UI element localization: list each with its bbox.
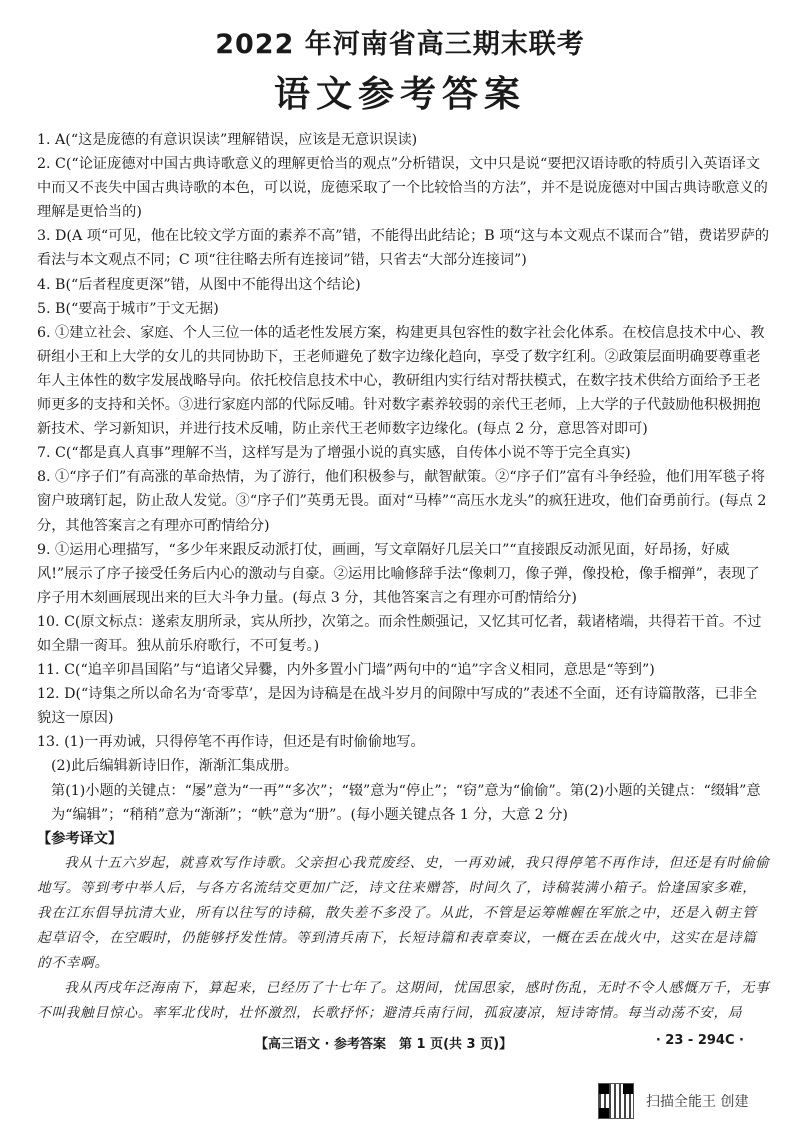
footer-code: · 23 - 294C · <box>655 1033 744 1048</box>
answer-item-12: 12. D(“诗集之所以命名为‘奇零草’，是因为诗稿是在战斗岁月的间隙中写成的”表述不全面，还有诗篇散落，已非全貌这一原因) <box>37 686 758 727</box>
answer-item-10: 10. C(原文标点：遂索友朋所录，宾从所抄，次第之。而余性颇强记，又忆其可忆者，载诸楮端，共得若干首。不过如全鼎一脔耳。独从前乐府歌行，不可复考。) <box>37 613 762 654</box>
answer-13-keypoints: 第(1)小题的关键点：“屡”意为“一再”“多次”；“辍”意为“停止”；“窃”意为“偷偷”。第(2)小题的关键点：“缀辑”意为“编辑”；“稍稍”意为“渐渐”；“帙”意为“册”。(每小题关键点各 1 分，大意 2 分) <box>51 782 761 823</box>
answer-item-13 <box>37 730 770 754</box>
answer-item-5: 5. B(“要高于城市”于文无据) <box>37 300 219 317</box>
answer-13-part1: (1)一再劝诫，只得停笔不再作诗，但还是有时偷偷地写。 <box>64 734 425 751</box>
answer-13-part2: (2)此后编辑新诗旧作，渐渐汇集成册。 <box>51 758 299 775</box>
scanner-watermark <box>598 1083 788 1119</box>
qr-code-icon <box>598 1083 634 1119</box>
footer-page-info: 【高三语文 · 参考答案 第 1 页(共 3 页)】 <box>255 1037 513 1052</box>
answer-item-9: 9. ①运用心理描写，“多少年来跟反动派打仗，画画，写文章隔好几层关口”“直接跟反动派见面，好昂扬，好威风!”展示了序子接受任务后内心的激动与自豪。②运用比喻修辞手法“像刺刀，像子弹，像投枪，像手榴弹”，表现了序子用木刻画展现出来的巨大斗争力量。(每点 3 分，其他答案言之有理亦可酌情给分) <box>37 541 760 606</box>
exam-title: 2022 年河南省高三期末联考 <box>215 29 585 60</box>
answer-13-label: 13. <box>37 734 60 751</box>
answer-item-3: 3. D(A 项“可见，他在比较文学方面的素养不高”错，不能得出此结论；B 项“这与本文观点不谋而合”错，费诺罗萨的看法与本文观点不同；C 项“往往略去所有连接词”错，只省去“大部分连接词”) <box>37 228 770 269</box>
answer-item-7: 7. C(“都是真人真事”理解不当，这样写是为了增强小说的真实感，自传体小说不等于完全真实) <box>37 445 631 462</box>
answer-item-2: 2. C(“论证庞德对中国古典诗歌意义的理解更恰当的观点”分析错误，文中只是说“要把汉语诗歌的特质引入英语译文中而又不丧失中国古典诗歌的本色，可以说，庞德采取了一个比较恰当的方法”，并不是说庞德对中国古典诗歌意义的理解是更恰当的) <box>37 156 768 221</box>
translation-heading: 【参考译文】 <box>37 830 123 847</box>
document-subtitle: 语文参考答案 <box>273 74 526 115</box>
answer-item-8: 8. ①“序子们”有高涨的革命热情，为了游行，他们积极参与，献智献策。②“序子们”富有斗争经验，他们用军毯子将窗户玻璃钉起，防止敌人发觉。③“序子们”英勇无畏。面对“马棒”“高压水龙头”的疯狂进攻，他们奋勇前行。(每点 2 分，其他答案言之有理亦可酌情给分) <box>37 469 767 534</box>
answer-item-1: 1. A(“这是庞德的有意识误读”理解错误，应该是无意识误读) <box>37 132 418 148</box>
page-footer <box>0 1033 800 1053</box>
translation-paragraph: 我从丙戌年泛海南下，算起来，已经历了十七年了。这期间，忧国思家，感时伤乱，无时不令人感慨万千，无事不叫我触目惊心。率军北伐时，壮怀激烈，长歌抒怀；避清兵南行间，孤寂凄凉，短诗寄情。每当动荡不安，局 <box>37 979 770 1021</box>
answer-item-11: 11. C(“追辛卯昌国陷”与“追诸父异爨，内外多置小门墙”两句中的“追”字含义相同，意思是“等到”) <box>37 662 655 679</box>
translation-paragraph: 我从十五六岁起，就喜欢写作诗歌。父亲担心我荒废经、史，一再劝诫，我只得停笔不再作诗，但还是有时偷偷地写。等到考中举人后，与各方名流结交更加广泛，诗文往来赠答，时间久了，诗稿装满小箱子。恰逢国家多难，我在江东倡导抗清大业，所有以往写的诗稿，散失差不多没了。从此，不管是运筹帷幄在军旅之中，还是入朝主管起草诏令，在空暇时，仍能够抒发性情。等到清兵南下，长短诗篇和表章奏议，一概在丢在战火中，这实在是诗篇的不幸啊。 <box>37 854 770 971</box>
answer-content <box>37 128 770 1026</box>
answer-item-6: 6. ①建立社会、家庭、个人三位一体的适老性发展方案，构建更具包容性的数字社会化体系。在校信息技术中心、教研组小王和上大学的女儿的共同协助下，王老师避免了数字边缘化趋向，享受了数字红利。②政策层面明确要尊重老年人主体性的数字发展战略导向。依托校信息技术中心，教研组内实行结对帮扶模式，在数字技术供给方面给予王老师更多的支持和关怀。③进行家庭内部的代际反哺。针对数字素养较弱的亲代王老师，上大学的子代鼓励他积极拥抱新技术、学习新知识，并进行技术反哺，防止亲代王老师数字边缘化。(每点 2 分，意思答对即可) <box>37 324 765 438</box>
answer-item-4: 4. B(“后者程度更深”错，从图中不能得出这个结论) <box>37 276 361 293</box>
watermark-text: 扫描全能王 创建 <box>646 1094 749 1110</box>
